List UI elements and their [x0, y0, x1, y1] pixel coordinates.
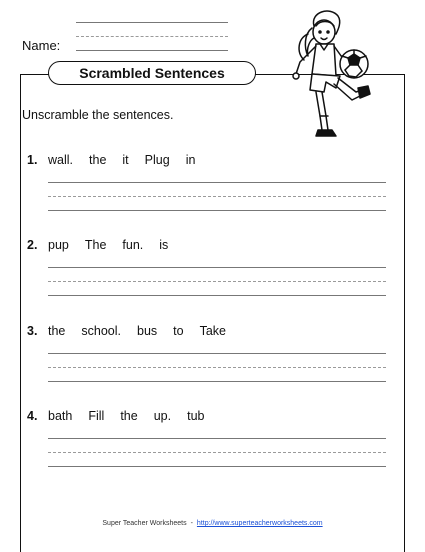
- word: the: [89, 153, 107, 167]
- answer-top-line: [48, 267, 386, 268]
- instructions-text: Unscramble the sentences.: [22, 108, 174, 122]
- word: in: [185, 153, 196, 167]
- word: up.: [153, 409, 172, 423]
- scrambled-words: [48, 324, 242, 338]
- word: bus: [137, 324, 158, 338]
- frame-right-border: [404, 74, 405, 552]
- word: The: [84, 238, 107, 252]
- word: Fill: [88, 409, 105, 423]
- answer-write-line[interactable]: [48, 466, 386, 467]
- frame-left-border: [20, 74, 21, 552]
- answer-middle-dashed-line: [48, 281, 386, 282]
- word: is: [159, 238, 169, 252]
- word: pup: [48, 238, 69, 252]
- word: it: [122, 153, 129, 167]
- footer: [0, 520, 425, 527]
- scrambled-words: [48, 238, 184, 252]
- banner-line-left: [20, 74, 50, 75]
- name-write-line[interactable]: [76, 50, 228, 51]
- footer-separator: -: [190, 520, 193, 527]
- word: school.: [81, 324, 121, 338]
- word: Take: [199, 324, 226, 338]
- name-middle-dashed-line: [76, 36, 228, 37]
- name-label: Name:: [22, 38, 61, 53]
- question-number: 3.: [27, 324, 38, 338]
- answer-write-line[interactable]: [48, 210, 386, 211]
- answer-top-line: [48, 182, 386, 183]
- word: tub: [187, 409, 205, 423]
- answer-top-line: [48, 438, 386, 439]
- word: Plug: [144, 153, 170, 167]
- answer-write-line[interactable]: [48, 381, 386, 382]
- girl-kicking-soccer-ball-icon: [286, 4, 386, 154]
- word: fun.: [122, 238, 144, 252]
- word: to: [173, 324, 184, 338]
- answer-middle-dashed-line: [48, 452, 386, 453]
- footer-brand: Super Teacher Worksheets: [102, 520, 187, 527]
- name-top-line: [76, 22, 228, 23]
- word: the: [120, 409, 138, 423]
- word: bath: [48, 409, 73, 423]
- question-number: 2.: [27, 238, 38, 252]
- word: the: [48, 324, 66, 338]
- scrambled-words: [48, 153, 211, 167]
- answer-write-line[interactable]: [48, 295, 386, 296]
- answer-middle-dashed-line: [48, 196, 386, 197]
- worksheet-title: Scrambled Sentences: [48, 61, 256, 85]
- question-number: 1.: [27, 153, 38, 167]
- answer-top-line: [48, 353, 386, 354]
- scrambled-words: [48, 409, 220, 423]
- footer-link[interactable]: http://www.superteacherworksheets.com: [196, 520, 323, 527]
- answer-middle-dashed-line: [48, 367, 386, 368]
- question-number: 4.: [27, 409, 38, 423]
- word: wall.: [48, 153, 74, 167]
